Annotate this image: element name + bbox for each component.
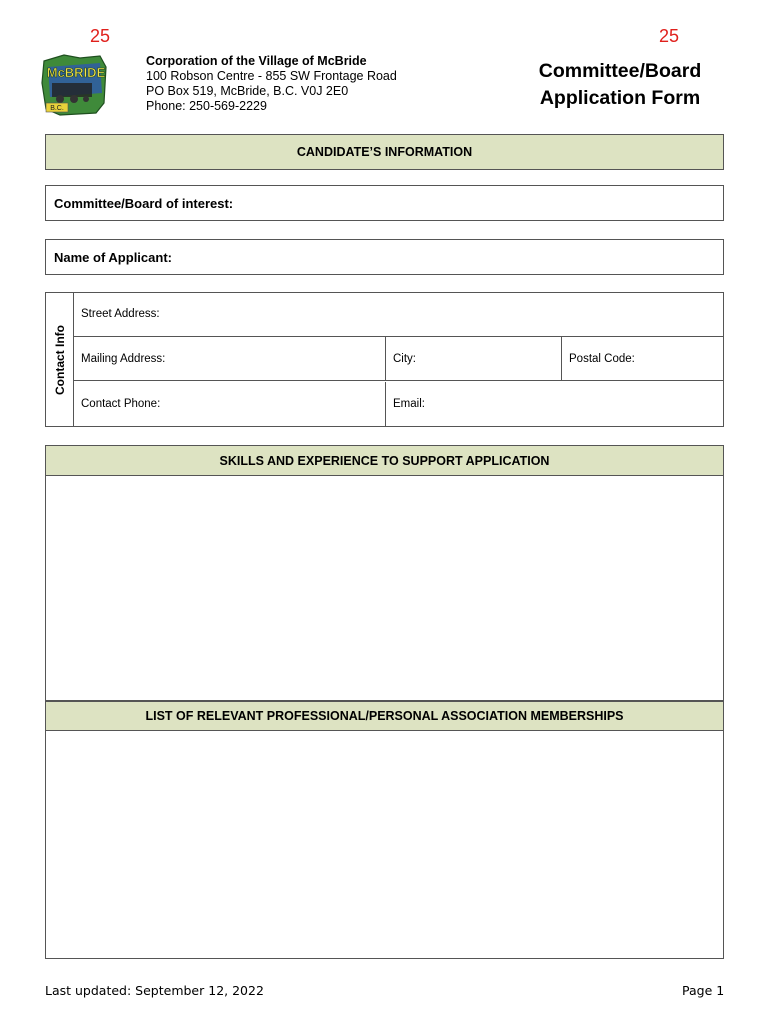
logo-subtext: B.C. <box>50 105 64 112</box>
mailing-address-field[interactable] <box>74 337 385 380</box>
contact-row-street <box>74 293 723 337</box>
committee-of-interest-label: Committee/Board of interest: <box>54 196 234 211</box>
skills-experience-textarea[interactable] <box>45 476 724 701</box>
form-title <box>520 58 720 112</box>
organization-phone: Phone: 250-569-2229 <box>146 99 267 113</box>
postal-code-field[interactable] <box>561 337 723 380</box>
mailing-address-label: Mailing Address: <box>81 353 166 365</box>
organization-name: Corporation of the Village of McBride <box>146 54 367 68</box>
postal-code-label: Postal Code: <box>569 353 635 365</box>
contact-row-phone <box>74 382 723 426</box>
mcbride-logo <box>40 53 108 117</box>
contact-phone-field[interactable] <box>74 382 385 426</box>
section-header-skills: SKILLS AND EXPERIENCE TO SUPPORT APPLICATION <box>45 445 724 476</box>
logo-text: McBRIDE <box>46 65 106 80</box>
applicant-name-field[interactable] <box>45 239 724 275</box>
form-title-line2: Application Form <box>539 87 701 109</box>
email-label: Email: <box>393 398 425 410</box>
street-address-field[interactable] <box>74 293 723 336</box>
contact-info-label: Contact Info <box>52 324 67 395</box>
footer-page-number: Page 1 <box>682 983 725 998</box>
city-label: City: <box>393 353 416 365</box>
section-header-memberships: LIST OF RELEVANT PROFESSIONAL/PERSONAL ASSOCIATION MEMBERSHIPS <box>45 701 724 731</box>
organization-address-line2: PO Box 519, McBride, B.C. V0J 2E0 <box>146 84 349 98</box>
contact-phone-label: Contact Phone: <box>81 398 161 410</box>
email-field[interactable] <box>385 382 723 426</box>
contact-info-side-label <box>46 293 74 426</box>
form-title-line1: Committee/Board <box>538 60 702 82</box>
applicant-name-label: Name of Applicant: <box>54 250 172 265</box>
memberships-textarea[interactable] <box>45 731 724 959</box>
section-header-candidate-info: CANDIDATE’S INFORMATION <box>45 134 724 170</box>
committee-of-interest-field[interactable] <box>45 185 724 221</box>
page-number-right: 25 <box>659 26 680 46</box>
city-field[interactable] <box>385 337 561 380</box>
contact-info-table <box>45 292 724 427</box>
street-address-label: Street Address: <box>81 308 160 320</box>
page-number-left: 25 <box>90 26 111 46</box>
organization-address-line1: 100 Robson Centre - 855 SW Frontage Road <box>146 69 397 83</box>
organization-block <box>146 54 397 114</box>
contact-row-mailing <box>74 337 723 381</box>
footer-last-updated: Last updated: September 12, 2022 <box>45 983 264 998</box>
